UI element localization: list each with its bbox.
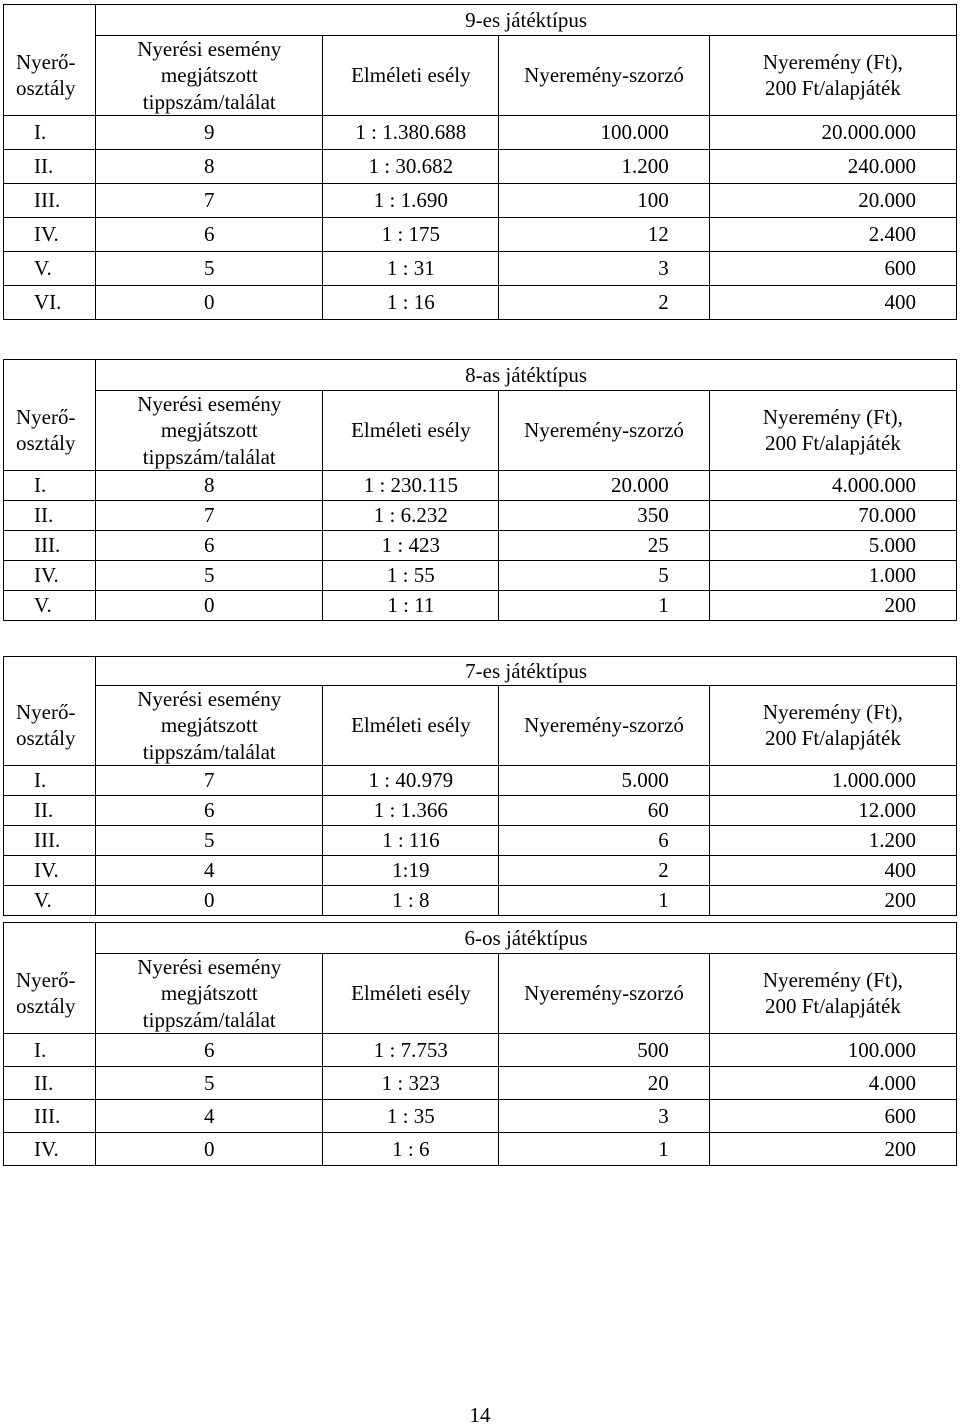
table-row — [4, 500, 957, 530]
header-class-line: Nyerő- — [16, 404, 76, 429]
header-class-line: osztály — [16, 994, 76, 1019]
cell-hits: 5 — [96, 1066, 323, 1099]
cell-class: II. — [4, 500, 96, 530]
header-class-line: Nyerő- — [16, 699, 76, 724]
cell-hits: 6 — [96, 530, 323, 560]
header-event-line: tippszám/találat — [142, 89, 276, 114]
title-empty-cell — [4, 923, 96, 954]
header-class — [4, 686, 96, 766]
cell-hits: 0 — [96, 1132, 323, 1165]
cell-hits: 7 — [96, 183, 323, 217]
header-event-line: megjátszott — [160, 418, 258, 443]
table-row — [4, 1033, 957, 1066]
header-multiplier — [499, 954, 709, 1034]
header-multiplier — [499, 36, 709, 116]
cell-class: IV. — [4, 1132, 96, 1165]
cell-odds: 1 : 116 — [323, 825, 499, 855]
cell-multiplier: 12 — [499, 217, 709, 251]
cell-odds: 1 : 40.979 — [323, 765, 499, 795]
title-empty-cell — [4, 657, 96, 686]
cell-prize: 400 — [709, 285, 956, 319]
cell-hits: 6 — [96, 1033, 323, 1066]
header-prize-line: Nyeremény (Ft), — [762, 968, 903, 993]
header-event — [96, 36, 323, 116]
cell-hits: 5 — [96, 825, 323, 855]
cell-prize: 2.400 — [709, 217, 956, 251]
header-row — [4, 954, 957, 1034]
table-9 — [3, 4, 957, 320]
table-7 — [3, 656, 957, 916]
header-class-line: osztály — [16, 76, 76, 101]
cell-multiplier: 25 — [499, 530, 709, 560]
header-odds-line: Elméleti esély — [351, 418, 471, 443]
table-row — [4, 183, 957, 217]
header-class-line: osztály — [16, 431, 76, 456]
cell-multiplier: 6 — [499, 825, 709, 855]
cell-odds: 1 : 175 — [323, 217, 499, 251]
header-event-line: tippszám/találat — [142, 1007, 276, 1032]
table-row — [4, 530, 957, 560]
cell-class: II. — [4, 1066, 96, 1099]
cell-hits: 4 — [96, 1099, 323, 1132]
cell-prize: 400 — [709, 855, 956, 885]
table-title: 6-os játéktípus — [96, 923, 957, 954]
cell-multiplier: 1.200 — [499, 149, 709, 183]
header-event — [96, 686, 323, 766]
table-row — [4, 1099, 957, 1132]
cell-odds: 1 : 16 — [323, 285, 499, 319]
cell-class: III. — [4, 825, 96, 855]
cell-class: I. — [4, 1033, 96, 1066]
cell-prize: 4.000 — [709, 1066, 956, 1099]
header-event — [96, 391, 323, 471]
table-row — [4, 765, 957, 795]
header-odds-line: Elméleti esély — [351, 713, 471, 738]
cell-odds: 1 : 1.690 — [323, 183, 499, 217]
header-multiplier — [499, 686, 709, 766]
header-class-line: osztály — [16, 726, 76, 751]
cell-prize: 12.000 — [709, 795, 956, 825]
cell-odds: 1 : 7.753 — [323, 1033, 499, 1066]
header-odds — [323, 686, 499, 766]
cell-odds: 1 : 323 — [323, 1066, 499, 1099]
cell-hits: 4 — [96, 855, 323, 885]
header-odds-line: Elméleti esély — [351, 63, 471, 88]
header-event-line: Nyerési esemény — [137, 955, 282, 979]
table-row — [4, 825, 957, 855]
cell-hits: 6 — [96, 217, 323, 251]
cell-prize: 240.000 — [709, 149, 956, 183]
header-odds — [323, 954, 499, 1034]
table-row — [4, 285, 957, 319]
header-class-line: Nyerő- — [16, 49, 76, 74]
table-row — [4, 795, 957, 825]
cell-multiplier: 2 — [499, 855, 709, 885]
cell-hits: 8 — [96, 149, 323, 183]
header-multiplier-line: Nyeremény-szorzó — [524, 418, 684, 443]
cell-prize: 20.000.000 — [709, 115, 956, 149]
header-event — [96, 954, 323, 1034]
title-row — [4, 923, 957, 954]
cell-multiplier: 3 — [499, 251, 709, 285]
cell-class: III. — [4, 183, 96, 217]
cell-class: IV. — [4, 217, 96, 251]
cell-class: V. — [4, 590, 96, 620]
cell-prize: 1.000.000 — [709, 765, 956, 795]
title-row — [4, 5, 957, 36]
table-8 — [3, 359, 957, 621]
header-event-line: megjátszott — [160, 63, 258, 88]
cell-odds: 1 : 423 — [323, 530, 499, 560]
cell-hits: 7 — [96, 765, 323, 795]
cell-multiplier: 1 — [499, 885, 709, 915]
cell-odds: 1 : 1.366 — [323, 795, 499, 825]
table-6 — [3, 922, 957, 1166]
cell-odds: 1 : 35 — [323, 1099, 499, 1132]
table-row — [4, 115, 957, 149]
header-odds — [323, 36, 499, 116]
cell-odds: 1 : 55 — [323, 560, 499, 590]
table-row — [4, 217, 957, 251]
cell-prize: 4.000.000 — [709, 470, 956, 500]
cell-prize: 600 — [709, 1099, 956, 1132]
table-row — [4, 855, 957, 885]
header-event-line: tippszám/találat — [142, 739, 276, 764]
header-prize-line: Nyeremény (Ft), — [762, 50, 903, 75]
cell-prize: 200 — [709, 590, 956, 620]
cell-odds: 1 : 6 — [323, 1132, 499, 1165]
cell-multiplier: 5 — [499, 560, 709, 590]
cell-multiplier: 2 — [499, 285, 709, 319]
header-prize — [709, 686, 956, 766]
cell-odds: 1 : 1.380.688 — [323, 115, 499, 149]
cell-hits: 0 — [96, 885, 323, 915]
cell-prize: 20.000 — [709, 183, 956, 217]
cell-prize: 200 — [709, 1132, 956, 1165]
title-empty-cell — [4, 360, 96, 391]
cell-multiplier: 100 — [499, 183, 709, 217]
cell-odds: 1 : 8 — [323, 885, 499, 915]
header-prize — [709, 36, 956, 116]
header-prize — [709, 954, 956, 1034]
cell-multiplier: 20.000 — [499, 470, 709, 500]
header-prize-line: 200 Ft/alapjáték — [764, 726, 901, 751]
cell-class: V. — [4, 885, 96, 915]
title-empty-cell — [4, 5, 96, 36]
cell-hits: 0 — [96, 285, 323, 319]
cell-hits: 6 — [96, 795, 323, 825]
table-row — [4, 560, 957, 590]
header-multiplier — [499, 391, 709, 471]
cell-prize: 1.200 — [709, 825, 956, 855]
table-row — [4, 470, 957, 500]
header-row — [4, 686, 957, 766]
cell-odds: 1 : 6.232 — [323, 500, 499, 530]
header-odds-line: Elméleti esély — [351, 981, 471, 1006]
header-multiplier-line: Nyeremény-szorzó — [524, 981, 684, 1006]
cell-multiplier: 1 — [499, 1132, 709, 1165]
cell-multiplier: 5.000 — [499, 765, 709, 795]
cell-odds: 1 : 30.682 — [323, 149, 499, 183]
cell-class: VI. — [4, 285, 96, 319]
title-row — [4, 360, 957, 391]
cell-prize: 1.000 — [709, 560, 956, 590]
header-class — [4, 36, 96, 116]
cell-class: II. — [4, 149, 96, 183]
title-row — [4, 657, 957, 686]
header-row — [4, 391, 957, 471]
header-row — [4, 36, 957, 116]
table-row — [4, 251, 957, 285]
header-multiplier-line: Nyeremény-szorzó — [524, 63, 684, 88]
cell-odds: 1 : 230.115 — [323, 470, 499, 500]
cell-odds: 1 : 31 — [323, 251, 499, 285]
cell-hits: 5 — [96, 560, 323, 590]
header-class-line: Nyerő- — [16, 967, 76, 992]
cell-class: I. — [4, 115, 96, 149]
header-odds — [323, 391, 499, 471]
header-event-line: Nyerési esemény — [137, 687, 282, 711]
header-event-line: megjátszott — [160, 981, 258, 1006]
cell-class: I. — [4, 765, 96, 795]
cell-prize: 5.000 — [709, 530, 956, 560]
cell-prize: 200 — [709, 885, 956, 915]
cell-hits: 0 — [96, 590, 323, 620]
cell-class: IV. — [4, 855, 96, 885]
cell-prize: 100.000 — [709, 1033, 956, 1066]
cell-multiplier: 100.000 — [499, 115, 709, 149]
header-event-line: megjátszott — [160, 713, 258, 738]
header-prize-line: Nyeremény (Ft), — [762, 405, 903, 430]
cell-multiplier: 60 — [499, 795, 709, 825]
header-event-line: Nyerési esemény — [137, 392, 282, 416]
header-prize-line: 200 Ft/alapjáték — [764, 994, 901, 1019]
cell-class: III. — [4, 1099, 96, 1132]
cell-prize: 70.000 — [709, 500, 956, 530]
cell-class: II. — [4, 795, 96, 825]
cell-class: IV. — [4, 560, 96, 590]
page-number: 14 — [469, 1403, 491, 1427]
table-title: 7-es játéktípus — [96, 657, 957, 686]
cell-class: V. — [4, 251, 96, 285]
table-title: 8-as játéktípus — [96, 360, 957, 391]
table-row — [4, 1066, 957, 1099]
cell-class: III. — [4, 530, 96, 560]
header-multiplier-line: Nyeremény-szorzó — [524, 713, 684, 738]
header-event-line: Nyerési esemény — [137, 37, 282, 61]
table-row — [4, 1132, 957, 1165]
cell-multiplier: 1 — [499, 590, 709, 620]
header-event-line: tippszám/találat — [142, 444, 276, 469]
cell-multiplier: 350 — [499, 500, 709, 530]
cell-multiplier: 3 — [499, 1099, 709, 1132]
header-prize-line: Nyeremény (Ft), — [762, 700, 903, 725]
header-class — [4, 954, 96, 1034]
header-class — [4, 391, 96, 471]
cell-hits: 5 — [96, 251, 323, 285]
cell-hits: 7 — [96, 500, 323, 530]
header-prize-line: 200 Ft/alapjáték — [764, 431, 901, 456]
cell-multiplier: 20 — [499, 1066, 709, 1099]
cell-odds: 1:19 — [323, 855, 499, 885]
cell-hits: 9 — [96, 115, 323, 149]
cell-hits: 8 — [96, 470, 323, 500]
table-row — [4, 590, 957, 620]
table-row — [4, 885, 957, 915]
cell-odds: 1 : 11 — [323, 590, 499, 620]
cell-class: I. — [4, 470, 96, 500]
cell-multiplier: 500 — [499, 1033, 709, 1066]
table-row — [4, 149, 957, 183]
header-prize-line: 200 Ft/alapjáték — [764, 76, 901, 101]
table-title: 9-es játéktípus — [96, 5, 957, 36]
header-prize — [709, 391, 956, 471]
cell-prize: 600 — [709, 251, 956, 285]
